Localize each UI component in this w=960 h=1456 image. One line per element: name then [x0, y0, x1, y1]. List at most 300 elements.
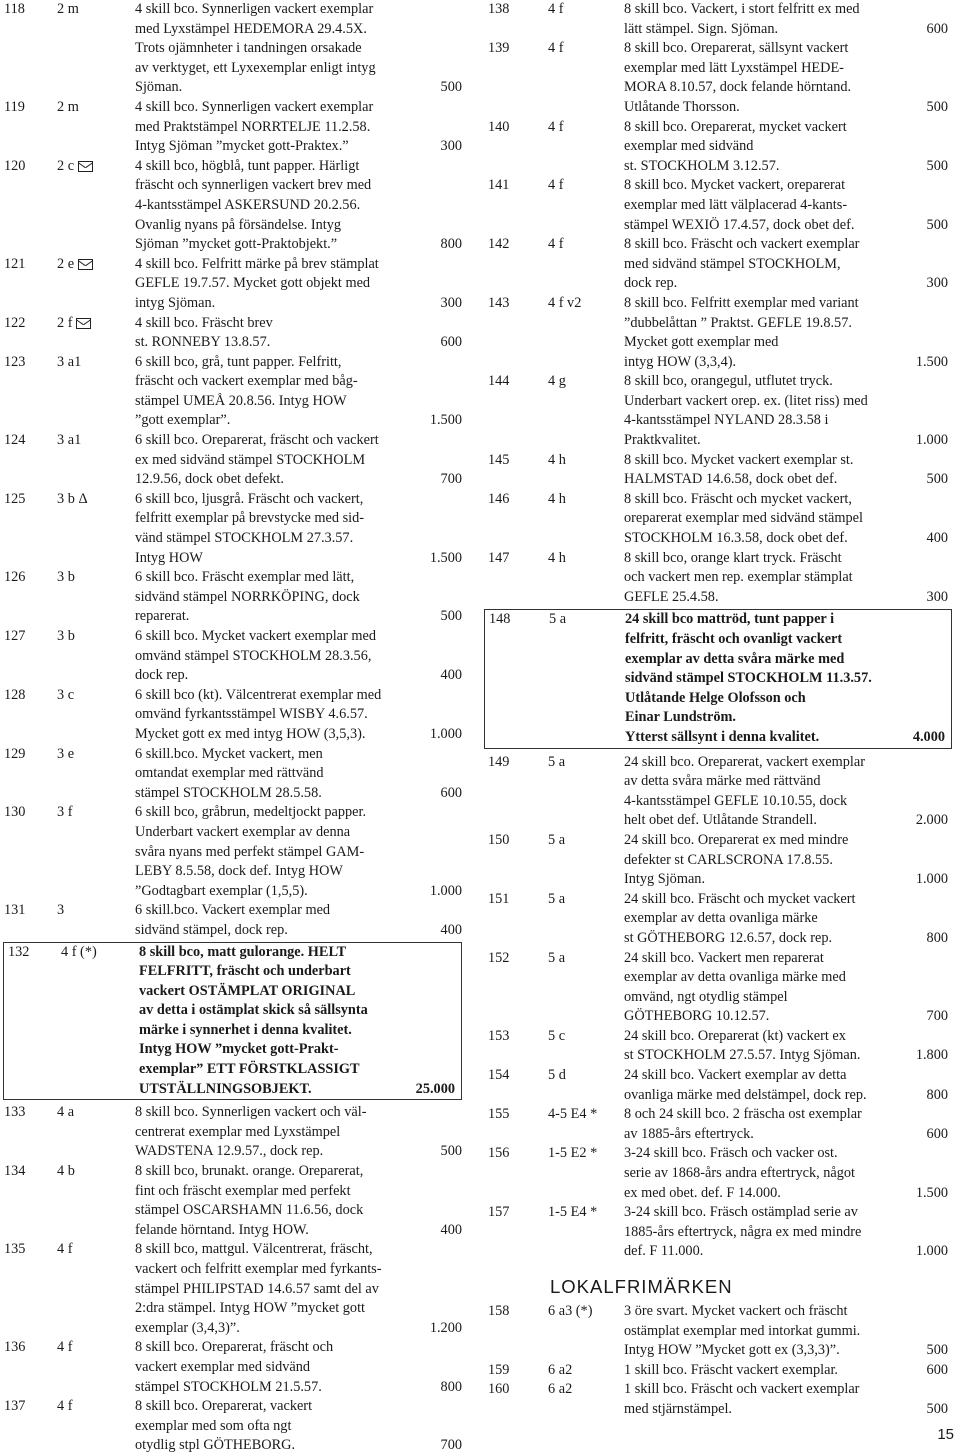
lot-number: 158 [488, 1303, 510, 1319]
description-text: Ovanlig nyans på försändelse. Intyg [135, 216, 342, 233]
lot-125 [0, 490, 468, 568]
description-text: HALMSTAD 14.6.58, dock obet def. [624, 471, 838, 488]
lot-price: 600 [440, 334, 462, 351]
description-line [624, 1125, 954, 1145]
lot-price: 1.000 [915, 432, 948, 449]
lot-price: 1.500 [915, 1184, 948, 1201]
description-text: 4 skill bco. Felfritt märke på brev stämplat [135, 255, 379, 272]
lot-number: 160 [488, 1381, 510, 1398]
catalog-number [548, 1027, 565, 1047]
description-line [624, 1400, 954, 1420]
lot-122 [0, 314, 468, 353]
description-text: felfritt exemplar på brevstycke med sid- [135, 510, 365, 527]
description-line [624, 870, 954, 890]
lot-number: 128 [4, 686, 26, 703]
lot-140 [484, 118, 954, 177]
lot-120 [0, 157, 468, 255]
description-text: 8 och 24 skill bco. 2 fräscha ost exemplar [624, 1106, 862, 1123]
description-line [624, 851, 954, 871]
lot-124 [0, 431, 468, 490]
lot-price: 500 [440, 79, 462, 96]
description-line [624, 1046, 954, 1066]
lot-price: 400 [440, 667, 462, 684]
lot-description [624, 1361, 954, 1381]
description-line [135, 1221, 468, 1241]
catalog-number [548, 235, 563, 255]
description-line [624, 0, 954, 20]
lot-price: 400 [440, 921, 462, 938]
description-line [624, 411, 954, 431]
catalog-number-text: 4 f [548, 177, 564, 194]
lot-145 [484, 451, 954, 490]
lot-number: 150 [488, 831, 510, 848]
description-text: märke i synnerhet i denna kvalitet. [139, 1021, 352, 1038]
catalog-number [548, 372, 566, 392]
catalog-number-text: 5 c [548, 1027, 566, 1044]
description-text: 8 skill bco. Oreparerat, mycket vackert [624, 118, 847, 135]
description-text: exemplar med lätt välplacerad 4-kants- [624, 196, 848, 213]
catalog-number [548, 1380, 572, 1400]
description-text: med Lyxstämpel HEDEMORA 29.4.5X. [135, 20, 367, 37]
description-line [135, 196, 468, 216]
catalog-number [57, 1162, 75, 1182]
description-text: Sjöman ”mycket gott-Praktobjekt.” [135, 236, 338, 253]
lot-description [135, 98, 468, 157]
description-text: 4 skill bco. Synnerligen vackert exemplar [135, 98, 374, 115]
description-text: 8 skill bco. Mycket vackert exemplar st. [624, 451, 854, 468]
right-lot-list [484, 0, 954, 1262]
lot-price: 1.800 [915, 1047, 948, 1064]
lot-133 [0, 1103, 468, 1162]
catalog-number [548, 490, 566, 510]
description-line [624, 1361, 954, 1381]
description-text: ostämplat exemplar med intorkat gummi. [624, 1322, 861, 1339]
description-text: Praktkvalitet. [624, 432, 701, 449]
description-line [135, 470, 468, 490]
description-text: av detta i ostämplat skick så sällsynta [139, 1002, 368, 1019]
lot-description [624, 1066, 954, 1105]
description-line [135, 0, 468, 20]
lot-number: 139 [488, 40, 510, 57]
description-line [624, 392, 954, 412]
description-line [624, 1066, 954, 1086]
description-text: felande hörntand. Intyg HOW. [135, 1221, 309, 1238]
catalog-number-text: 3 b [57, 569, 75, 586]
description-text: Intyg HOW ”mycket gott-Prakt- [139, 1041, 339, 1058]
lot-description [135, 686, 468, 745]
description-text: Mycket gott ex med intyg HOW (3,5,3). [135, 725, 366, 742]
description-text: och vackert men rep. exemplar stämplat [624, 569, 853, 586]
description-line [625, 650, 951, 670]
lot-price: 800 [926, 929, 948, 946]
lot-description [624, 372, 954, 450]
catalog-number-text: 4 f [57, 1398, 73, 1415]
lot-description [624, 1380, 954, 1419]
description-line [624, 811, 954, 831]
description-text: 6 skill.bco. Mycket vackert, men [135, 745, 323, 762]
description-line [139, 1080, 461, 1100]
catalog-number [57, 1397, 72, 1417]
description-line [135, 216, 468, 236]
description-text: Trots ojämnheter i tandningen orsakade [135, 40, 362, 57]
description-text: felfritt, fräscht och ovanligt vackert [625, 631, 843, 647]
catalog-number-text: 6 a2 [548, 1381, 573, 1398]
description-text: 1885-års eftertryck, några ex med mindre [624, 1223, 862, 1240]
description-line [135, 803, 468, 823]
description-line [135, 392, 468, 412]
catalog-number-text: 4 b [57, 1163, 75, 1180]
lot-number: 121 [4, 255, 26, 272]
description-line [625, 630, 951, 650]
description-text: 8 skill bco. Oreparerat, vackert [135, 1398, 313, 1415]
description-line [624, 988, 954, 1008]
description-line [624, 333, 954, 353]
description-text: ”dubbelåttan ” Praktst. GEFLE 19.8.57. [624, 314, 852, 331]
description-text: lätt stämpel. Sign. Sjöman. [624, 20, 779, 37]
description-text: 12.9.56, dock obet defekt. [135, 471, 284, 488]
description-line [135, 1162, 468, 1182]
lot-number: 137 [4, 1398, 26, 1415]
description-text: Ytterst sällsynt i denna kvalitet. [625, 728, 820, 745]
description-text: otydlig stpl GÖTHEBORG. [135, 1437, 296, 1454]
lot-price: 1.000 [429, 882, 462, 899]
description-text: WADSTENA 12.9.57., dock rep. [135, 1143, 324, 1160]
lot-price: 1.000 [915, 1243, 948, 1260]
description-line [624, 78, 954, 98]
description-line [135, 1123, 468, 1143]
description-line [135, 725, 468, 745]
description-line [624, 588, 954, 608]
catalog-number-text: 4 g [548, 373, 566, 390]
description-text: intyg HOW (3,3,4). [624, 353, 737, 370]
description-text: serie av 1868-års andra eftertryck, något [624, 1165, 856, 1182]
catalog-number-text: 5 a [548, 890, 566, 907]
description-text: GEFLE 25.4.58. [624, 588, 719, 605]
lot-description [624, 549, 954, 608]
description-text: 8 skill bco, matt gulorange. HELT [139, 943, 347, 960]
lot-number: 127 [4, 628, 26, 644]
description-line [624, 909, 954, 929]
description-text: MORA 8.10.57, dock felande hörntand. [624, 79, 852, 96]
description-line [139, 1060, 461, 1080]
lot-description [135, 1240, 468, 1338]
lot-number: 138 [488, 1, 510, 17]
description-line [135, 118, 468, 138]
lot-price: 400 [926, 530, 948, 547]
description-text: ex med sidvänd stämpel STOCKHOLM [135, 451, 366, 468]
description-line [135, 607, 468, 627]
lot-159 [484, 1361, 954, 1381]
catalog-number-text: 3 b Δ [57, 490, 88, 507]
description-text: st. RONNEBY 13.8.57. [135, 334, 271, 351]
description-line [135, 745, 468, 765]
description-line [135, 157, 468, 177]
lot-price: 800 [926, 1086, 948, 1103]
description-line [135, 235, 468, 255]
description-text: ”gott exemplar”. [135, 412, 231, 429]
description-text: Mycket gott exemplar med [624, 334, 779, 351]
description-text: 4-kantsstämpel GEFLE 10.10.55, dock [624, 792, 848, 809]
lot-160 [484, 1380, 954, 1419]
lot-number: 156 [488, 1145, 510, 1162]
lot-144 [484, 372, 954, 450]
description-line [624, 176, 954, 196]
description-text: omvänd stämpel STOCKHOLM 28.3.56, [135, 647, 372, 664]
description-line [135, 549, 468, 569]
description-text: 8 skill bco. Fräscht och vackert exemplar [624, 236, 860, 253]
lot-price: 1.500 [429, 412, 462, 429]
description-line [135, 137, 468, 157]
description-line [135, 333, 468, 353]
description-text: exemplar av detta ovanliga märke med [624, 969, 846, 986]
description-text: dock rep. [624, 275, 678, 292]
lot-description [624, 753, 954, 831]
lot-price: 1.200 [429, 1319, 462, 1336]
catalog-number [61, 943, 97, 963]
description-line [135, 176, 468, 196]
description-line [624, 1105, 954, 1125]
description-text: 6 skill.bco. Vackert exemplar med [135, 902, 331, 919]
lot-number: 118 [4, 1, 25, 17]
description-text: 24 skill bco. Oreparerat (kt) vackert ex [624, 1027, 846, 1044]
description-text: 2:dra stämpel. Intyg HOW ”mycket gott [135, 1300, 366, 1317]
description-line [135, 705, 468, 725]
description-text: reparerat. [135, 608, 190, 625]
catalog-number [57, 568, 75, 588]
description-line [135, 1358, 468, 1378]
lot-128 [0, 686, 468, 745]
description-line [135, 451, 468, 471]
lot-price: 500 [926, 1342, 948, 1359]
lot-description [624, 890, 954, 949]
lot-description [624, 1302, 954, 1361]
description-text: LEBY 8.5.58, dock def. Intyg HOW [135, 863, 343, 880]
catalog-number-text: 3 a1 [57, 432, 82, 449]
description-line [624, 235, 954, 255]
description-text: 4 skill bco. Synnerligen vackert exemplar [135, 1, 374, 17]
lot-description [135, 1162, 468, 1240]
description-line [624, 255, 954, 275]
description-line [624, 968, 954, 988]
description-text: 8 skill bco, mattgul. Välcentrerat, fräscht, [135, 1241, 373, 1258]
lot-127 [0, 627, 468, 686]
description-line [624, 294, 954, 314]
catalog-number [548, 176, 563, 196]
description-line [135, 882, 468, 902]
description-line [135, 784, 468, 804]
lot-153 [484, 1027, 954, 1066]
description-line [624, 772, 954, 792]
lot-138 [484, 0, 954, 39]
lot-description [135, 1103, 468, 1162]
catalog-number [548, 1361, 572, 1381]
description-line [624, 792, 954, 812]
lot-132 [3, 942, 462, 1101]
lot-price: 300 [440, 294, 462, 311]
catalog-number [548, 1066, 566, 1086]
lot-number: 123 [4, 353, 26, 370]
catalog-number [57, 98, 79, 118]
description-text: Sjöman. [135, 79, 183, 96]
lot-price: 300 [926, 588, 948, 605]
description-line [624, 1302, 954, 1322]
lot-number: 145 [488, 451, 510, 468]
description-line [135, 921, 468, 941]
description-line [624, 470, 954, 490]
catalog-number-text: 5 a [548, 949, 566, 966]
description-line [624, 509, 954, 529]
description-line [625, 689, 951, 709]
description-text: ”Godtagbart exemplar (1,5,5). [135, 882, 308, 899]
description-text: 8 skill bco, brunakt. orange. Oreparerat, [135, 1163, 364, 1180]
description-line [139, 962, 461, 982]
lot-price: 1.500 [429, 549, 462, 566]
lot-number: 157 [488, 1204, 510, 1221]
lot-123 [0, 353, 468, 431]
description-line [624, 831, 954, 851]
description-text: 6 skill bco (kt). Välcentrerat exemplar med [135, 686, 382, 703]
lot-number: 131 [4, 902, 26, 919]
lot-number: 159 [488, 1361, 510, 1378]
description-line [624, 274, 954, 294]
lot-number: 124 [4, 432, 26, 449]
description-line [135, 568, 468, 588]
description-text: UTSTÄLLNINGSOBJEKT. [139, 1080, 312, 1097]
lot-number: 141 [488, 177, 510, 194]
description-line [135, 627, 468, 647]
lot-142 [484, 235, 954, 294]
lot-number: 144 [488, 373, 510, 390]
description-line [139, 1040, 461, 1060]
catalog-number [57, 1103, 74, 1123]
lot-135 [0, 1240, 468, 1338]
description-line [624, 1164, 954, 1184]
description-text: med sidvänd stämpel STOCKHOLM, [624, 255, 841, 272]
catalog-number-text: 4 h [548, 549, 566, 566]
lot-description [624, 0, 954, 39]
lot-description [135, 157, 468, 255]
description-line [624, 157, 954, 177]
lot-number: 154 [488, 1067, 510, 1084]
description-text: av detta svåra märke med rättvänd [624, 773, 821, 790]
description-line [135, 1142, 468, 1162]
description-text: fint och fräscht exemplar med perfekt [135, 1182, 351, 1199]
description-text: 24 skill bco. Vackert men reparerat [624, 949, 824, 966]
lot-description [625, 610, 951, 747]
lot-price: 25.000 [415, 1080, 455, 1097]
description-text: med Praktstämpel NORRTELJE 11.2.58. [135, 118, 371, 135]
description-line [624, 20, 954, 40]
catalog-number [57, 627, 75, 647]
lot-description [135, 0, 468, 98]
description-text: av verktyget, ett Lyxexemplar enligt intyg [135, 59, 376, 76]
description-text: 6 skill bco, grå, tunt papper. Felfritt, [135, 353, 342, 370]
catalog-number-text: 1-5 E4 * [548, 1204, 598, 1221]
lot-description [135, 627, 468, 686]
catalog-number-text: 3 [57, 902, 65, 919]
description-line [135, 529, 468, 549]
lot-number: 149 [488, 753, 510, 770]
lot-number: 140 [488, 118, 510, 135]
description-text: st GÖTHEBORG 12.6.57, dock rep. [624, 929, 833, 946]
lot-price: 1.000 [915, 871, 948, 888]
lot-description [624, 490, 954, 549]
description-line [624, 353, 954, 373]
lot-price: 300 [440, 138, 462, 155]
description-line [624, 929, 954, 949]
catalog-number [548, 1144, 597, 1164]
lot-price: 500 [926, 1400, 948, 1417]
description-text: helt obet def. Utlåtande Strandell. [624, 812, 817, 829]
lot-143 [484, 294, 954, 372]
description-line [135, 686, 468, 706]
description-text: sidvänd stämpel STOCKHOLM 11.3.57. [625, 670, 872, 687]
description-text: st. STOCKHOLM 3.12.57. [624, 157, 780, 174]
description-line [624, 1380, 954, 1400]
description-line [135, 255, 468, 275]
catalog-number [57, 901, 64, 921]
catalog-number-text: 4 f [57, 1339, 73, 1356]
description-text: 8 skill bco, orangegul, utflutet tryck. [624, 373, 833, 390]
description-line [624, 372, 954, 392]
catalog-number [57, 686, 74, 706]
description-text: 8 skill bco. Synnerligen vackert och väl- [135, 1104, 367, 1121]
description-text: 3-24 skill bco. Fräsch och vacker ost. [624, 1145, 838, 1162]
description-text: exemplar av detta ovanliga märke [624, 910, 818, 927]
lot-number: 125 [4, 490, 26, 507]
description-text: def. F 11.000. [624, 1243, 704, 1260]
description-line [135, 509, 468, 529]
description-line [624, 451, 954, 471]
lot-number: 155 [488, 1106, 510, 1123]
description-line [135, 20, 468, 40]
catalog-number [57, 431, 81, 451]
lot-description [624, 1203, 954, 1262]
lot-130 [0, 803, 468, 901]
catalog-number [57, 745, 74, 765]
lot-description [135, 314, 468, 353]
description-line [135, 1436, 468, 1456]
description-line [624, 59, 954, 79]
description-text: 8 skill bco. Felfritt exemplar med variant [624, 294, 859, 311]
description-text: stämpel WEXIÖ 17.4.57, dock obet def. [624, 216, 855, 233]
lot-number: 153 [488, 1027, 510, 1044]
lot-137 [0, 1397, 468, 1456]
description-line [624, 949, 954, 969]
description-text: defekter st CARLSCRONA 17.8.55. [624, 851, 833, 868]
catalog-number [57, 255, 93, 275]
description-text: Utlåtande Thorsson. [624, 98, 740, 115]
description-text: 6 skill bco, ljusgrå. Fräscht och vackert, [135, 490, 364, 507]
lot-number: 132 [8, 943, 30, 960]
lot-description [624, 118, 954, 177]
description-text: stämpel STOCKHOLM 21.5.57. [135, 1378, 322, 1395]
lot-price: 500 [440, 608, 462, 625]
description-line [135, 1378, 468, 1398]
description-text: exemplar med som ofta ngt [135, 1417, 292, 1434]
description-text: stämpel STOCKHOLM 28.5.58. [135, 784, 322, 801]
description-line [135, 764, 468, 784]
catalog-number-text: 1-5 E2 * [548, 1145, 598, 1162]
lot-price: 4.000 [912, 728, 945, 745]
catalog-number-text: 4 f [57, 1241, 73, 1258]
lot-152 [484, 949, 954, 1027]
description-text: ex med obet. def. F 14.000. [624, 1184, 781, 1201]
envelope-icon [78, 259, 93, 270]
description-line [624, 568, 954, 588]
catalog-number [57, 1338, 72, 1358]
description-text: omvänd, ngt otydlig stämpel [624, 988, 788, 1005]
